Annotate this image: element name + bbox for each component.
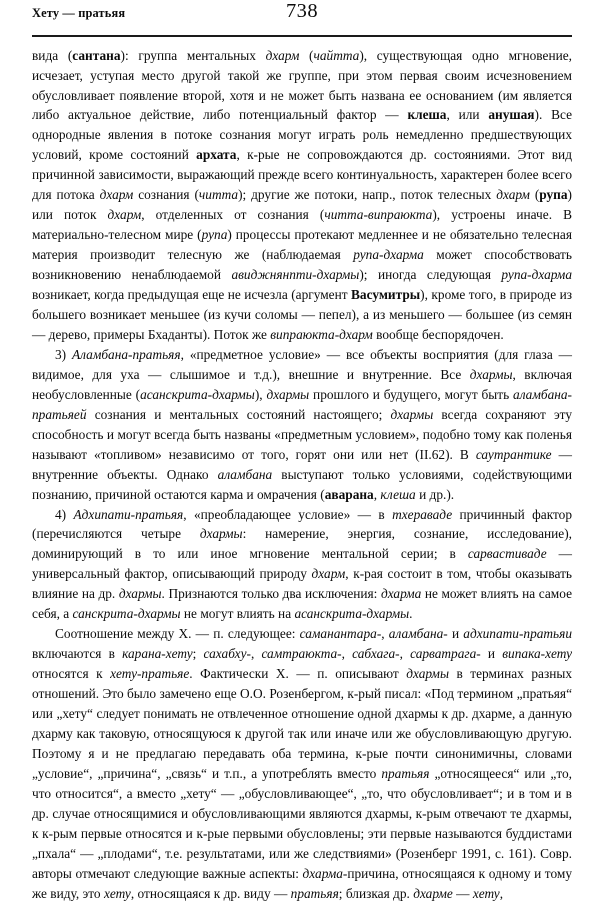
header-divider-rule — [32, 35, 572, 37]
paragraph-alambana-pratyaya: 3) Аламбана-пратьяя, «предметное условие» — все объекты восприятия (для глаза — видимое, для уха — слышимое и т.д.), внешние и внутренние. Все дхармы, включая необусловленные (асанскрита-дхармы), дхармы прошлого и будущего, могут быть аламбана-пратьяей сознания и ментальных состояний настоящего; дхармы всегда сохраняют эту способность и могут всегда быть названы «предметным условием», подобно тому как поленья называют «топливом» независимо от того, горят они или нет (II.62). В саутрантике — внутренние объекты. Однако аламбана выступают только условиями, содействующими познанию, причиной остаются карма и омрачения (аварана, клеша и др.). — [32, 346, 572, 502]
page-header-inner — [32, 0, 572, 30]
page-header — [32, 0, 572, 34]
page-body-text — [32, 46, 572, 904]
paragraph-sootnoshenie: Соотношение между Х. — п. следующее: саманантара-, аламбана- и адхипати-пратьяи включаются в карана-хету; сахабху-, самтраюкта-, сабхага-, сарватрага- и випака-хету относятся к хету-пратьяе. Фактически Х. — п. описывают дхармы в терминах разных отношений. Это было замечено еще О.О. Розенбергом, к‑рый писал: «Под термином „пратьяя“ или „хету“ следует понимать не отвлеченное отношение одной дхармы к др. дхарме, а данную дхарму как таковую, относящуюся к другой так или иначе или же обусловливающую другую. Поэтому я и не предлагаю передавать оба термина, к‑рые почти синонимичны, словами „условие“, „причина“, „связь“ и т.п., а употреблять вместо пратьяя „относящееся“ или „то, что относится“, а вместо „хету“ — „обусловливающее“, „то, что обусловливает“; и в том и в др. случае относящимися и обусловливающими являются дхармы, к‑рым отвечают те дхармы, к к‑рым первые относятся и к‑рые первыми обусловлены; эти первые называются буддистами „пхала“ — „плодами“, т.е. результатами, или же следствиями» (Розенберг 1991, с. 161). Совр. авторы отмечают следующие важные аспекты: дхарма-причина, относящаяся к одному и тому же виду, это хету, относящаяся к др. виду — пратьяя; близкая др. дхарме — хету, — [32, 626, 572, 901]
paragraph-adhipati-pratyaya: 4) Адхипати-пратьяя, «преобладающее условие» — в тхераваде причинный фактор (перечисляются четыре дхармы: намерение, энергия, сознание, исследование), доминирующий в то или иное мгновение ментальной серии; в сарвастиваде — универсальный фактор, описывающий природу дхарм, к‑рая состоит в том, чтобы оказывать влияние на др. дхармы. Признаются только два исключения: дхарма не может влиять на самое себя, а санскрита-дхармы не могут влиять на асанскрита-дхармы. — [32, 506, 573, 622]
running-head-title: Хету — пратьяя — [32, 6, 126, 20]
page-number: 738 — [286, 0, 318, 22]
paragraph-santana: вида (сантана): группа ментальных дхарм (чайтта), существующая одно мгновение, исчезает, уступая место другой такой же группе, при этом первая своим исчезновением обусловливает появление второй, хотя и не может быть названа ее основанием (им является либо актуальное действие, либо потенциальный фактор — клеша, или анушая). Все однородные явления в потоке сознания могут играть роль немедленно предшествующих условий, кроме состояний архата, к‑рые не сопровождаются др. состояниями. Этот вид причинной зависимости, выражающий прежде всего континуальность, характерен более всего для потока дхарм сознания (читта); другие же потоки, напр., поток телесных дхарм (рупа) или поток дхарм, отделенных от сознания (читта-випраюкта), устроены иначе. В материально-телесном мире (рупа) процессы протекают медленнее и не обязательно телесная материя производит телесную же (наблюдаемая рупа-дхарма может способствовать возникновению ненаблюдаемой авиджнянпти-дхармы); иногда следующая рупа-дхарма возникает, когда предыдущая еще не исчезла (аргумент Васумитры), кроме того, в природе из большего возникает меньшее (из кучи соломы — пепел), а из меньшего — большее (из семян — дерево, примеры Бхаданты). Поток же випраюкта-дхарм вообще беспорядочен. — [32, 47, 573, 342]
